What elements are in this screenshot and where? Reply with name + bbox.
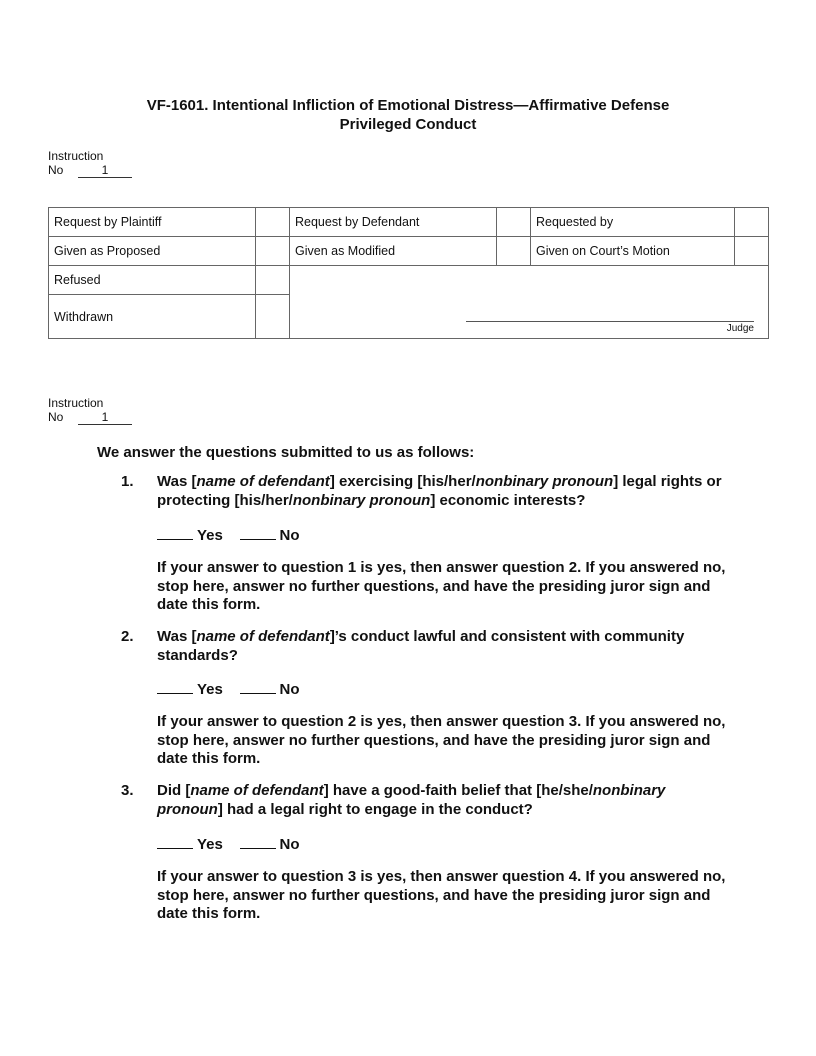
- given-proposed-label: Given as Proposed: [49, 237, 256, 266]
- instruction-status-table: [48, 207, 769, 339]
- requested-by-label: Requested by: [531, 208, 735, 237]
- question-text: Was [name of defendant] exercising [his/her/nonbinary pronoun] legal rights or protecting [his/her/nonbinary pronoun] economic interests?: [157, 473, 722, 509]
- no-blank[interactable]: [240, 834, 276, 849]
- title-line-1: VF-1601. Intentional Infliction of Emotional Distress—Affirmative Defense: [146, 97, 670, 114]
- instruction-number-bottom: [48, 396, 132, 425]
- request-defendant-box[interactable]: [497, 208, 531, 237]
- yes-no-answer: Yes No: [157, 525, 300, 546]
- yes-no-answer: Yes No: [157, 834, 300, 855]
- title-line-2: Privileged Conduct: [339, 116, 477, 133]
- withdrawn-label: Withdrawn: [49, 295, 256, 339]
- question-text: Did [name of defendant] have a good-faith belief that [he/she/nonbinary pronoun] had a legal right to engage in the conduct?: [157, 782, 666, 818]
- refused-box[interactable]: [256, 266, 290, 295]
- followup-instruction: If your answer to question 2 is yes, then answer question 3. If you answered no, stop here, answer no further questions, and have the presiding juror sign and date this form.: [157, 713, 726, 767]
- withdrawn-box[interactable]: [256, 295, 290, 339]
- instruction-label: Instruction: [48, 149, 104, 163]
- request-plaintiff-label: Request by Plaintiff: [49, 208, 256, 237]
- no-blank[interactable]: [240, 525, 276, 540]
- instruction-number-top: [48, 149, 132, 178]
- instruction-number-field[interactable]: 1: [78, 164, 132, 178]
- question-number: 1.: [121, 473, 134, 490]
- yes-no-answer: Yes No: [157, 679, 300, 700]
- given-proposed-box[interactable]: [256, 237, 290, 266]
- request-plaintiff-box[interactable]: [256, 208, 290, 237]
- followup-instruction: If your answer to question 3 is yes, then answer question 4. If you answered no, stop here, answer no further questions, and have the presiding juror sign and date this form.: [157, 868, 726, 922]
- given-court-box[interactable]: [735, 237, 769, 266]
- followup-instruction: If your answer to question 1 is yes, then answer question 2. If you answered no, stop here, answer no further questions, and have the presiding juror sign and date this form.: [157, 559, 726, 613]
- judge-signature-line[interactable]: Judge: [466, 321, 754, 334]
- question-number: 2.: [121, 628, 134, 645]
- question-number: 3.: [121, 782, 134, 799]
- no-label: No: [48, 410, 64, 424]
- yes-blank[interactable]: [157, 525, 193, 540]
- yes-blank[interactable]: [157, 679, 193, 694]
- instruction-label: Instruction: [48, 396, 104, 410]
- given-modified-label: Given as Modified: [290, 237, 497, 266]
- yes-blank[interactable]: [157, 834, 193, 849]
- intro-text: We answer the questions submitted to us as follows:: [97, 444, 475, 461]
- no-label: No: [48, 163, 64, 177]
- requested-by-box[interactable]: [735, 208, 769, 237]
- given-modified-box[interactable]: [497, 237, 531, 266]
- no-blank[interactable]: [240, 679, 276, 694]
- instruction-number-field[interactable]: 1: [78, 411, 132, 425]
- request-defendant-label: Request by Defendant: [290, 208, 497, 237]
- given-court-label: Given on Court’s Motion: [531, 237, 735, 266]
- question-text: Was [name of defendant]’s conduct lawful and consistent with community standards?: [157, 628, 685, 664]
- refused-label: Refused: [49, 266, 256, 295]
